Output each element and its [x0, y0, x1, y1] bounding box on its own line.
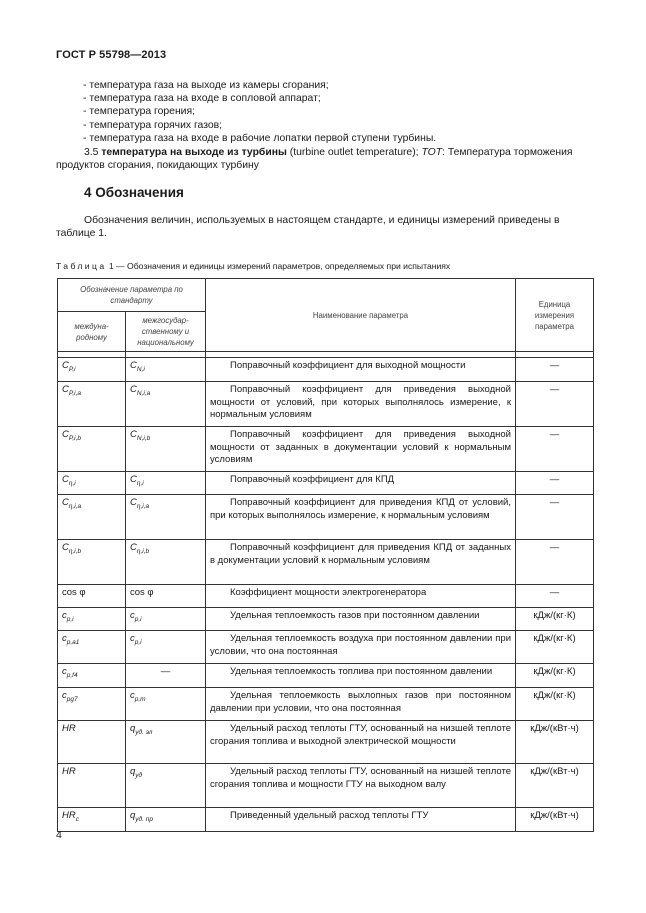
symbol-national: $c_{p,m}$	[126, 688, 206, 721]
table-row	[58, 631, 594, 664]
table-row	[58, 608, 594, 631]
parameter-name: Удельная теплоемкость выхлопных газов при постоянном давлении при условии, что она постоянная	[206, 688, 516, 721]
table-row	[58, 382, 594, 427]
header-parameter-name: Наименование параметра	[206, 279, 516, 352]
symbol-national: $C_{N,i}$	[126, 358, 206, 382]
symbol-international: $C_{P,i,a}$	[58, 382, 126, 427]
header-international: междуна-родному	[58, 312, 126, 352]
parameter-name: Удельный расход теплоты ГТУ, основанный на низшей теплоте сгорания топлива и выходной электрической мощности	[206, 721, 516, 764]
parameter-name: Удельный расход теплоты ГТУ, основанный на низшей теплоте сгорания топлива и мощности ГТУ на выходном валу	[206, 764, 516, 808]
symbol-national: $C_{\eta,i}$	[126, 472, 206, 495]
term-number: 3.5	[84, 147, 99, 158]
parameter-unit: кДж/(кг·К)	[516, 631, 594, 664]
term-abbreviation: TOT	[421, 147, 443, 158]
parameter-name: Поправочный коэффициент для приведения выходной мощности от условий, при которых выполнялось измерение, к нормальным условиям	[206, 382, 516, 427]
parameter-unit: —	[516, 427, 594, 472]
symbol-national: $c_{p,i}$	[126, 631, 206, 664]
parameter-unit: кДж/(кВт·ч)	[516, 808, 594, 832]
symbol-international: $c_{p,a1}$	[58, 631, 126, 664]
parameter-name: Удельная теплоемкость газов при постоянном давлении	[206, 608, 516, 631]
symbol-international: cos φ	[58, 585, 126, 608]
parameter-name: Коэффициент мощности электрогенератора	[206, 585, 516, 608]
symbol-international: $c_{pg7}$	[58, 688, 126, 721]
parameter-unit: кДж/(кг·К)	[516, 688, 594, 721]
header-unit: Единица измерения параметра	[516, 279, 594, 352]
symbol-national: $q_{уд. пр}$	[126, 808, 206, 832]
page-header-standard-id: ГОСТ Р 55798—2013	[56, 49, 167, 61]
symbol-international: $c_{p,i}$	[58, 608, 126, 631]
dash-list	[83, 79, 436, 145]
term-name: температура на выходе из турбины	[101, 147, 287, 158]
parameter-unit: кДж/(кг·К)	[516, 608, 594, 631]
table-row	[58, 808, 594, 832]
list-item: - температура горячих газов;	[83, 119, 223, 131]
parameter-unit: —	[516, 382, 594, 427]
table-row	[58, 721, 594, 764]
table-row	[58, 495, 594, 540]
parameter-name: Удельная теплоемкость топлива при постоянном давлении	[206, 664, 516, 688]
table-row	[58, 427, 594, 472]
symbol-national: $C_{\eta,i,a}$	[126, 495, 206, 540]
symbol-international: $C_{\eta,i,a}$	[58, 495, 126, 540]
table-row	[58, 358, 594, 382]
parameters-table	[57, 278, 594, 832]
parameter-unit: —	[516, 495, 594, 540]
parameter-name: Приведенный удельный расход теплоты ГТУ	[206, 808, 516, 832]
parameter-name: Поправочный коэффициент для приведения выходной мощности от заданных в документации условий к нормальным условиям	[206, 427, 516, 472]
symbol-national: $q_{уд. эл}$	[126, 721, 206, 764]
symbol-international: $C_{\eta,i,b}$	[58, 540, 126, 585]
header-designation-group: Обозначение параметра по стандарту	[58, 279, 206, 312]
parameter-unit: —	[516, 358, 594, 382]
parameter-unit: кДж/(кВт·ч)	[516, 764, 594, 808]
symbol-national: $q_{уд}$	[126, 764, 206, 808]
symbol-international: $C_{P,i}$	[58, 358, 126, 382]
table-row	[58, 664, 594, 688]
table-caption	[56, 261, 450, 271]
list-item: - температура газа на выходе из камеры сгорания;	[83, 80, 329, 91]
table-row	[58, 540, 594, 585]
header-national: межгосудар-ственному и национальному	[126, 312, 206, 352]
table-caption-word: Таблица	[56, 261, 107, 271]
symbol-national: cos φ	[126, 585, 206, 608]
parameter-name: Поправочный коэффициент для КПД	[206, 472, 516, 495]
list-item: - температура газа на входе в рабочие лопатки первой ступени турбины.	[83, 132, 437, 144]
parameter-unit: кДж/(кВт·ч)	[516, 721, 594, 764]
table-body	[58, 358, 594, 832]
list-item: - температура газа на входе в сопловой аппарат;	[83, 93, 321, 105]
parameter-unit: кДж/(кг·К)	[516, 664, 594, 688]
parameter-name: Поправочный коэффициент для приведения КПД от условий, при которых выполнялось измерение, к нормальным условиям	[206, 495, 516, 540]
symbol-international: $C_{\eta,i}$	[58, 472, 126, 495]
parameter-unit: —	[516, 585, 594, 608]
table-row	[58, 585, 594, 608]
intro-paragraph: Обозначения величин, используемых в настоящем стандарте, и единицы измерений приведены в таблице 1.	[56, 215, 560, 240]
parameter-name: Поправочный коэффициент для выходной мощности	[206, 358, 516, 382]
symbol-international: $HR_c$	[58, 808, 126, 832]
parameter-unit: —	[516, 472, 594, 495]
symbol-international: $C_{P,i,b}$	[58, 427, 126, 472]
table-row	[58, 764, 594, 808]
parameter-name: Удельная теплоемкость воздуха при постоянном давлении при условии, что она постоянная	[206, 631, 516, 664]
term-definition: : Температура торможения продуктов сгорания, покидающих турбину	[56, 147, 573, 172]
symbol-national: $C_{N,i,a}$	[126, 382, 206, 427]
table-row	[58, 688, 594, 721]
parameter-unit: —	[516, 540, 594, 585]
symbol-international: $c_{p,f4}$	[58, 664, 126, 688]
section-title: 4 Обозначения	[84, 185, 184, 200]
list-item: - температура горения;	[83, 106, 195, 118]
symbol-international: HR	[58, 721, 126, 764]
symbol-national: —	[126, 664, 206, 688]
parameter-name: Поправочный коэффициент для приведения КПД от заданных в документации условий к нормальным условиям	[206, 540, 516, 585]
page-number: 4	[56, 829, 62, 841]
symbol-national: $C_{\eta,i,b}$	[126, 540, 206, 585]
symbol-international: HR	[58, 764, 126, 808]
term-english: (turbine outlet temperature);	[289, 147, 419, 158]
symbol-national: $C_{N,i,b}$	[126, 427, 206, 472]
term-3-5-paragraph	[56, 146, 596, 173]
table-caption-text: 1 — Обозначения и единицы измерений параметров, определяемых при испытаниях	[106, 261, 451, 271]
table-row	[58, 472, 594, 495]
symbol-national: $c_{p,i}$	[126, 608, 206, 631]
